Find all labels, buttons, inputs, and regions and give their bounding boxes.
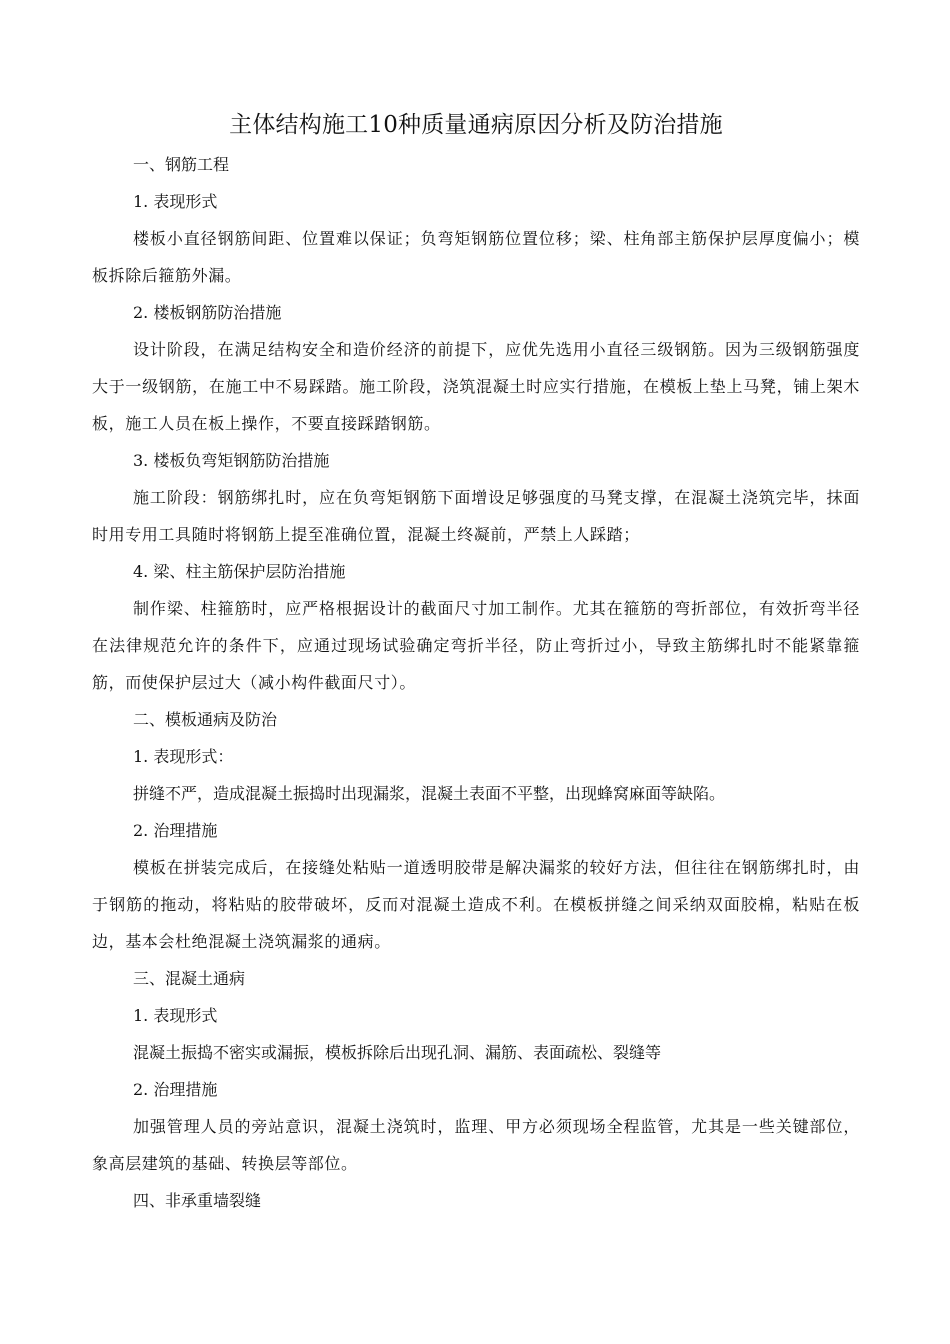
section-heading: 1. 表现形式 [133,192,218,211]
section-heading: 2. 治理措施 [133,821,218,840]
section-heading: 一、钢筋工程 [133,155,230,174]
section-heading: 1. 表现形式： [133,747,234,766]
paragraph: 制作梁、柱箍筋时，应严格根据设计的截面尺寸加工制作。尤其在箍筋的弯折部位，有效折弯半径在法律规范允许的条件下，应通过现场试验确定弯折半径，防止弯折过小，导致主筋绑扎时不能紧靠箍筋，而使保护层过大（减小构件截面尺寸）。 [92,599,860,692]
document-page [92,106,860,1219]
document-body [92,146,860,1219]
paragraph: 楼板小直径钢筋间距、位置难以保证；负弯矩钢筋位置位移；梁、柱角部主筋保护层厚度偏小；模板拆除后箍筋外漏。 [92,229,860,285]
document-title: 主体结构施工10种质量通病原因分析及防治措施 [229,112,723,138]
section-heading: 拼缝不严，造成混凝土振捣时出现漏浆，混凝土表面不平整，出现蜂窝麻面等缺陷。 [133,784,726,803]
paragraph: 施工阶段：钢筋绑扎时，应在负弯矩钢筋下面增设足够强度的马凳支撑，在混凝土浇筑完毕，抹面时用专用工具随时将钢筋上提至准确位置，混凝土终凝前，严禁上人踩踏； [92,488,860,544]
section-heading: 3. 楼板负弯矩钢筋防治措施 [133,451,330,470]
section-heading: 四、非承重墙裂缝 [133,1191,262,1210]
section-heading: 2. 治理措施 [133,1080,218,1099]
section-heading: 混凝土振捣不密实或漏振，模板拆除后出现孔洞、漏筋、表面疏松、裂缝等 [133,1043,662,1062]
paragraph: 模板在拼装完成后，在接缝处粘贴一道透明胶带是解决漏浆的较好方法，但往往在钢筋绑扎时，由于钢筋的拖动，将粘贴的胶带破坏，反而对混凝土造成不利。在模板拼缝之间采纳双面胶棉，粘贴在板边，基本会杜绝混凝土浇筑漏浆的通病。 [92,858,860,951]
section-heading: 4. 梁、柱主筋保护层防治措施 [133,562,346,581]
section-heading: 1. 表现形式 [133,1006,218,1025]
paragraph: 设计阶段，在满足结构安全和造价经济的前提下，应优先选用小直径三级钢筋。因为三级钢筋强度大于一级钢筋，在施工中不易踩踏。施工阶段，浇筑混凝土时应实行措施，在模板上垫上马凳，铺上架木板，施工人员在板上操作，不要直接踩踏钢筋。 [92,340,860,433]
section-heading: 三、混凝土通病 [133,969,246,988]
section-heading: 2. 楼板钢筋防治措施 [133,303,282,322]
section-heading: 二、模板通病及防治 [133,710,278,729]
paragraph: 加强管理人员的旁站意识，混凝土浇筑时，监理、甲方必须现场全程监管，尤其是一些关键部位，象高层建筑的基础、转换层等部位。 [92,1117,860,1173]
